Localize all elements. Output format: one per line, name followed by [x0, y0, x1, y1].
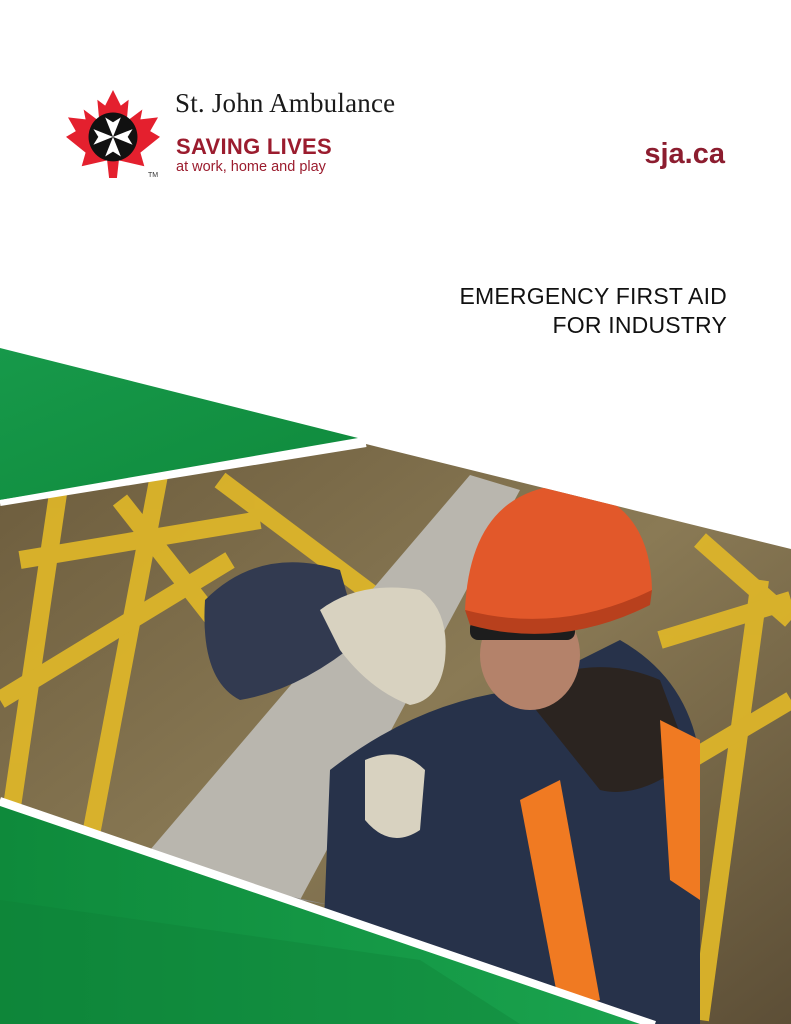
title-line-1: EMERGENCY FIRST AID	[459, 283, 727, 309]
maple-leaf-cross-icon	[64, 88, 162, 180]
website-link[interactable]: sja.ca	[644, 138, 725, 170]
subtagline: at work, home and play	[176, 159, 326, 175]
tagline: SAVING LIVES	[176, 134, 332, 159]
title-line-2: FOR INDUSTRY	[552, 312, 727, 338]
organization-name: St. John Ambulance	[175, 88, 396, 118]
trademark-mark: TM	[148, 172, 159, 179]
document-title	[307, 282, 727, 340]
